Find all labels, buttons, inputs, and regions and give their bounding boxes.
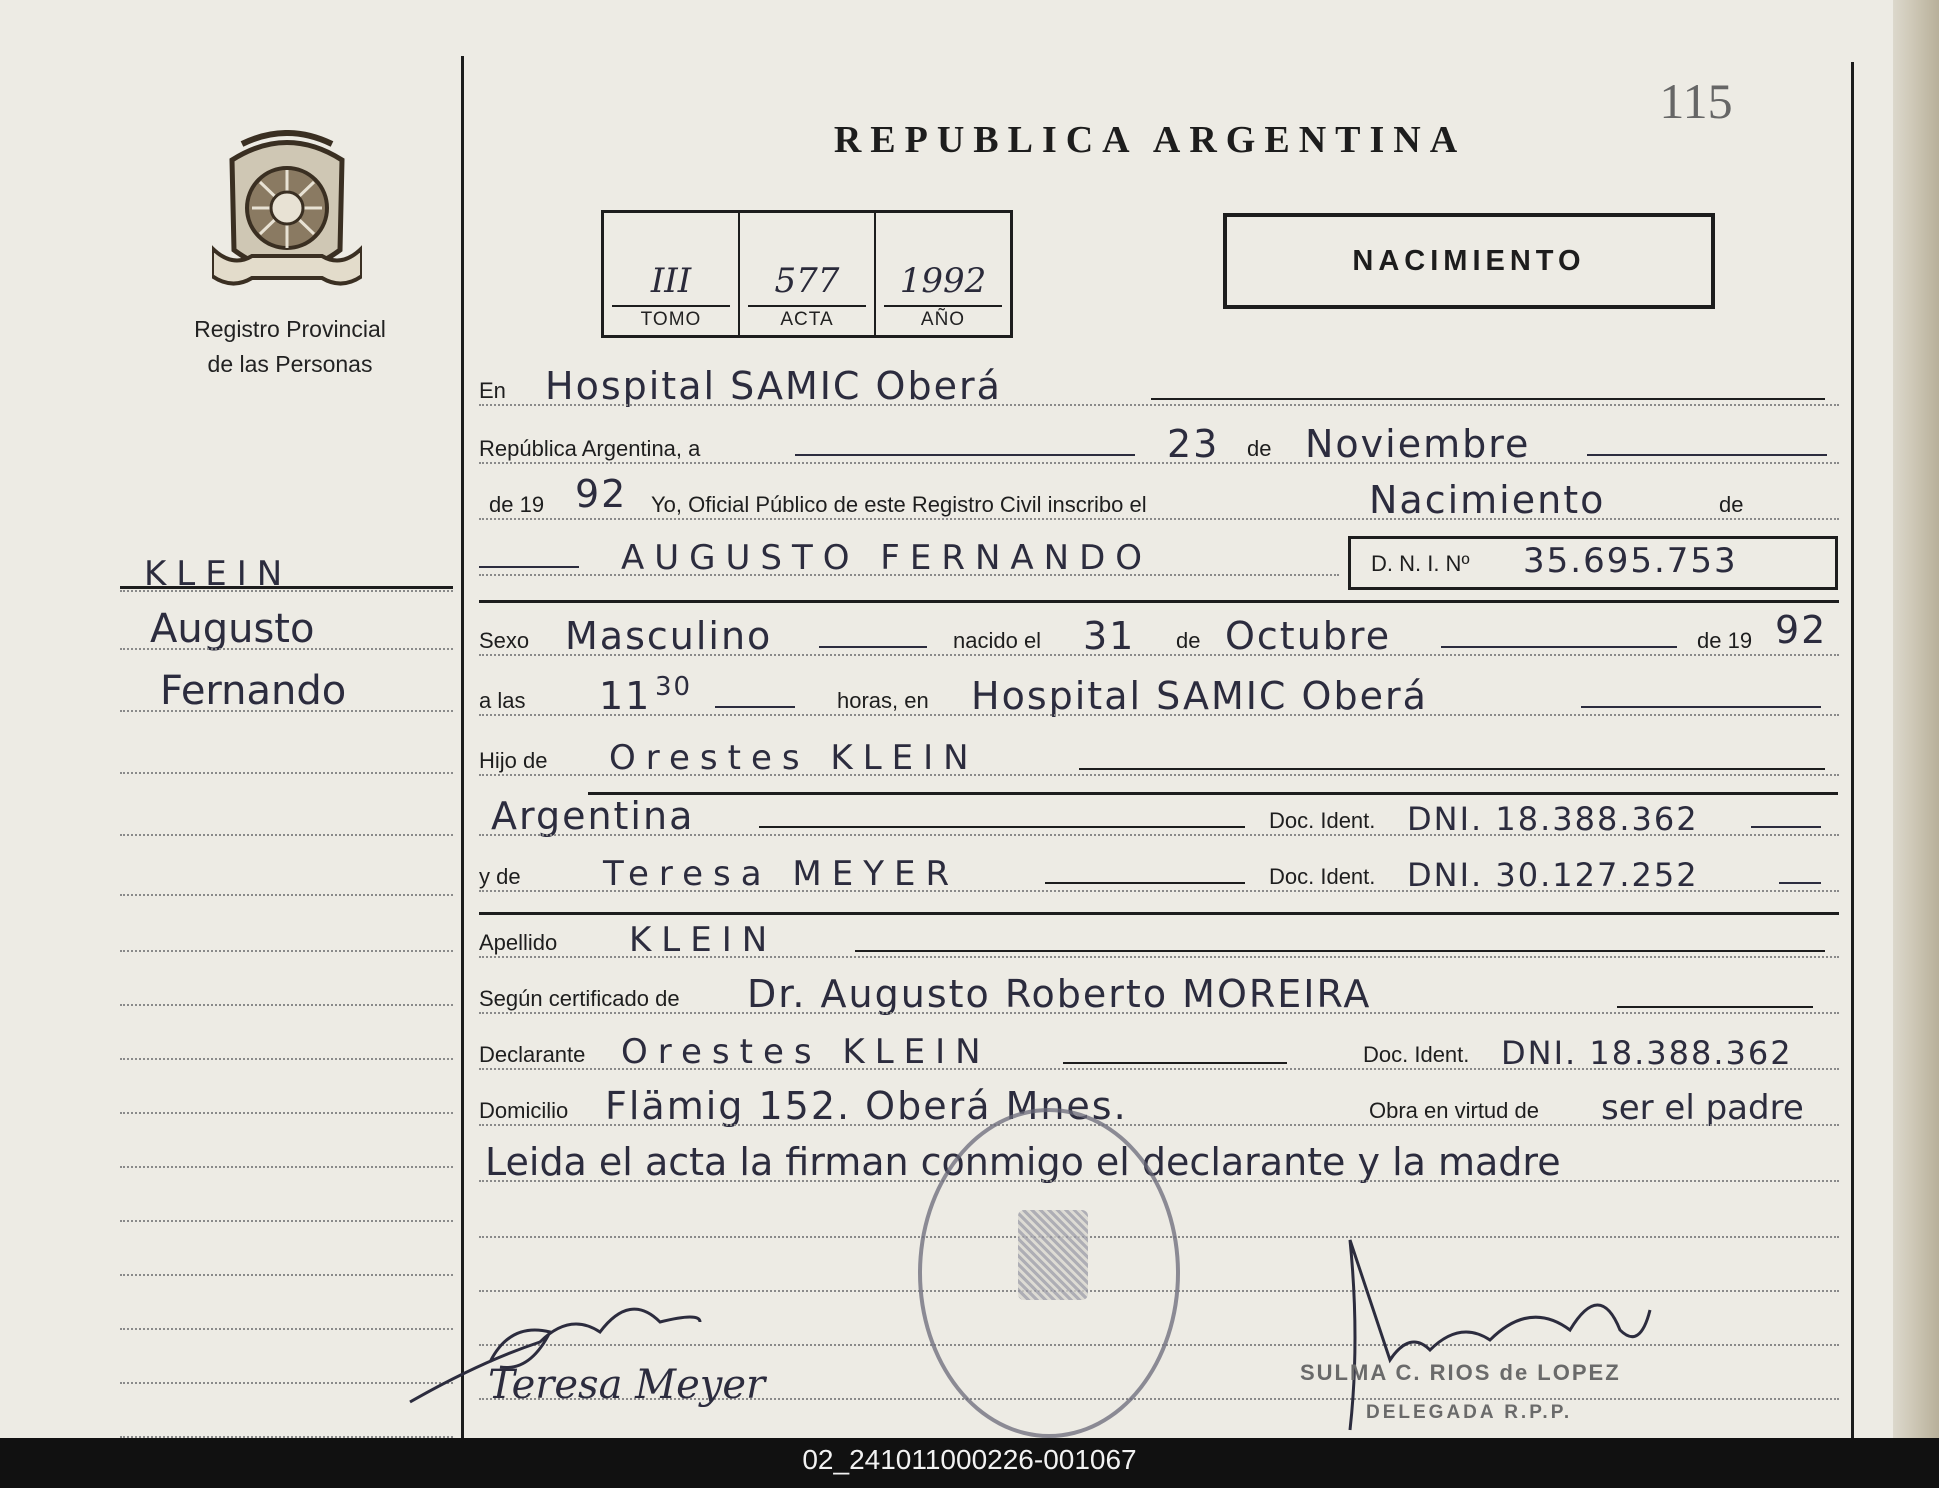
row-doctor	[479, 972, 1839, 1018]
row-child-name	[479, 540, 1339, 580]
official-seal	[918, 1108, 1180, 1438]
label-segun: Según certificado de	[479, 986, 680, 1011]
margin-blank-row	[120, 1116, 453, 1172]
year-suffix: 92	[575, 472, 628, 516]
label-doc-2: Doc. Ident.	[1269, 864, 1376, 889]
footer-code: 02_241011000226-001067	[802, 1444, 1137, 1475]
fill-line	[1079, 768, 1825, 770]
birth-day-value: 31	[1083, 614, 1136, 658]
fill-line	[1587, 454, 1827, 456]
page-edge	[1893, 0, 1939, 1438]
folio-number: 115	[1659, 73, 1733, 129]
hour-value: 11	[599, 674, 652, 718]
margin-divider	[461, 56, 464, 1438]
label-y-de: y de	[479, 864, 521, 889]
province-emblem	[212, 130, 362, 288]
official-stamp-title: DELEGADA R.P.P.	[1366, 1402, 1573, 1423]
fill-line	[1779, 882, 1821, 884]
tomo-value: III	[612, 257, 730, 307]
margin-blank-row	[120, 900, 453, 956]
registry-name	[160, 312, 420, 382]
row-closing	[479, 1140, 1839, 1186]
registry-line-2: de las Personas	[207, 351, 373, 377]
fill-line	[715, 706, 795, 708]
fill-line	[1151, 398, 1825, 400]
label-de-19: de 19	[489, 492, 545, 517]
fill-line	[1045, 882, 1245, 884]
label-domicilio: Domicilio	[479, 1098, 569, 1123]
margin-blank-row	[120, 1170, 453, 1226]
margin-blank-row	[120, 844, 453, 900]
row-place	[479, 364, 1839, 410]
label-de: de	[1247, 436, 1272, 461]
anio-cell	[876, 213, 1010, 335]
country-title: REPUBLICA ARGENTINA	[833, 119, 1467, 161]
row-declarant	[479, 1034, 1839, 1074]
row-sex-birth	[479, 608, 1839, 660]
label-de-2: de	[1176, 628, 1201, 653]
right-border	[1851, 62, 1854, 1438]
label-horas: horas, en	[837, 688, 929, 713]
label-a-las: a las	[479, 688, 526, 713]
label-de-end: de	[1719, 492, 1744, 517]
seal-emblem	[1018, 1210, 1088, 1300]
label-hijo: Hijo de	[479, 748, 548, 773]
label-obra: Obra en virtud de	[1369, 1098, 1539, 1123]
label-dni: D. N. I. Nº	[1371, 551, 1470, 576]
official-stamp-name: SULMA C. RIOS de LOPEZ	[1300, 1360, 1621, 1385]
anio-label: AÑO	[920, 309, 966, 330]
row-officer	[479, 472, 1839, 524]
day-value: 23	[1167, 422, 1220, 466]
father-value: Orestes KLEIN	[609, 738, 979, 778]
margin-blank-row	[120, 954, 453, 1010]
sex-value: Masculino	[565, 614, 773, 658]
label-republica: República Argentina, a	[479, 436, 701, 461]
mother-signature: Teresa Meyer	[488, 1362, 766, 1408]
fill-line	[479, 566, 579, 568]
margin-surname-row	[120, 540, 453, 596]
row-father	[479, 740, 1839, 780]
anio-value: 1992	[884, 257, 1002, 307]
doctor-value: Dr. Augusto Roberto MOREIRA	[747, 972, 1372, 1016]
surname-value: KLEIN	[629, 920, 778, 960]
margin-blank-row	[120, 1008, 453, 1064]
father-doc-value: DNI. 18.388.362	[1407, 800, 1699, 838]
acta-cell	[740, 213, 876, 335]
margin-first-name-row	[120, 598, 453, 654]
registry-line-1: Registro Provincial	[194, 316, 386, 342]
margin-surname: KLEIN	[144, 554, 293, 594]
label-en: En	[479, 378, 506, 403]
section-rule	[588, 792, 1838, 795]
child-names-value: AUGUSTO FERNANDO	[621, 538, 1153, 578]
fill-line	[1751, 826, 1821, 828]
label-sexo: Sexo	[479, 628, 530, 653]
fill-line	[1617, 1006, 1813, 1008]
birth-month-value: Octubre	[1225, 614, 1392, 658]
father-nationality: Argentina	[491, 794, 695, 838]
fill-line	[1581, 706, 1821, 708]
acta-label: ACTA	[780, 309, 834, 330]
label-doc-3: Doc. Ident.	[1363, 1042, 1470, 1067]
margin-blank-row	[120, 1062, 453, 1118]
fill-line	[1063, 1062, 1287, 1064]
margin-first-name: Augusto	[150, 606, 315, 652]
label-oficial: Yo, Oficial Público de este Registro Civil inscribo el	[651, 492, 1147, 517]
fill-line	[819, 646, 927, 648]
label-doc-1: Doc. Ident.	[1269, 808, 1376, 833]
declarant-doc-value: DNI. 18.388.362	[1501, 1034, 1793, 1072]
fill-line	[759, 826, 1245, 828]
label-nacido: nacido el	[953, 628, 1042, 653]
record-reference-box	[601, 210, 1013, 338]
address-value: Flämig 152. Oberá Mnes.	[605, 1084, 1128, 1128]
dni-value: 35.695.753	[1523, 541, 1738, 581]
minutes-value: 30	[655, 672, 693, 702]
section-rule	[479, 912, 1839, 915]
birth-year-suffix: 92	[1775, 608, 1828, 652]
fill-line	[855, 950, 1825, 952]
dni-box	[1348, 536, 1838, 590]
capacity-value: ser el padre	[1601, 1088, 1804, 1128]
declarant-value: Orestes KLEIN	[621, 1032, 991, 1072]
act-value: Nacimiento	[1369, 478, 1606, 522]
margin-middle-name: Fernando	[160, 668, 347, 714]
record-type-box: NACIMIENTO	[1223, 213, 1715, 309]
mother-doc-value: DNI. 30.127.252	[1407, 856, 1699, 894]
acta-value: 577	[748, 257, 866, 307]
closing-value: Leida el acta la firman conmigo el declarante y la madre	[485, 1140, 1561, 1184]
label-apellido: Apellido	[479, 930, 558, 955]
margin-middle-name-row	[120, 660, 453, 716]
row-mother	[479, 856, 1839, 896]
row-father-doc	[479, 794, 1839, 840]
tomo-label: TOMO	[640, 309, 702, 330]
month-value: Noviembre	[1305, 422, 1531, 466]
row-surname	[479, 922, 1839, 962]
mother-value: Teresa MEYER	[603, 854, 960, 894]
tomo-cell	[604, 213, 740, 335]
label-de-19b: de 19	[1697, 628, 1753, 653]
place-value: Hospital SAMIC Oberá	[545, 364, 1002, 408]
label-declarante: Declarante	[479, 1042, 586, 1067]
fill-line	[1441, 646, 1677, 648]
margin-blank-row	[120, 784, 453, 840]
section-rule	[479, 600, 1839, 603]
row-address	[479, 1084, 1839, 1130]
row-date	[479, 422, 1839, 468]
birth-place-value: Hospital SAMIC Oberá	[971, 674, 1428, 718]
margin-blank-row	[120, 722, 453, 778]
row-time-place	[479, 672, 1839, 720]
fill-line	[795, 454, 1135, 456]
